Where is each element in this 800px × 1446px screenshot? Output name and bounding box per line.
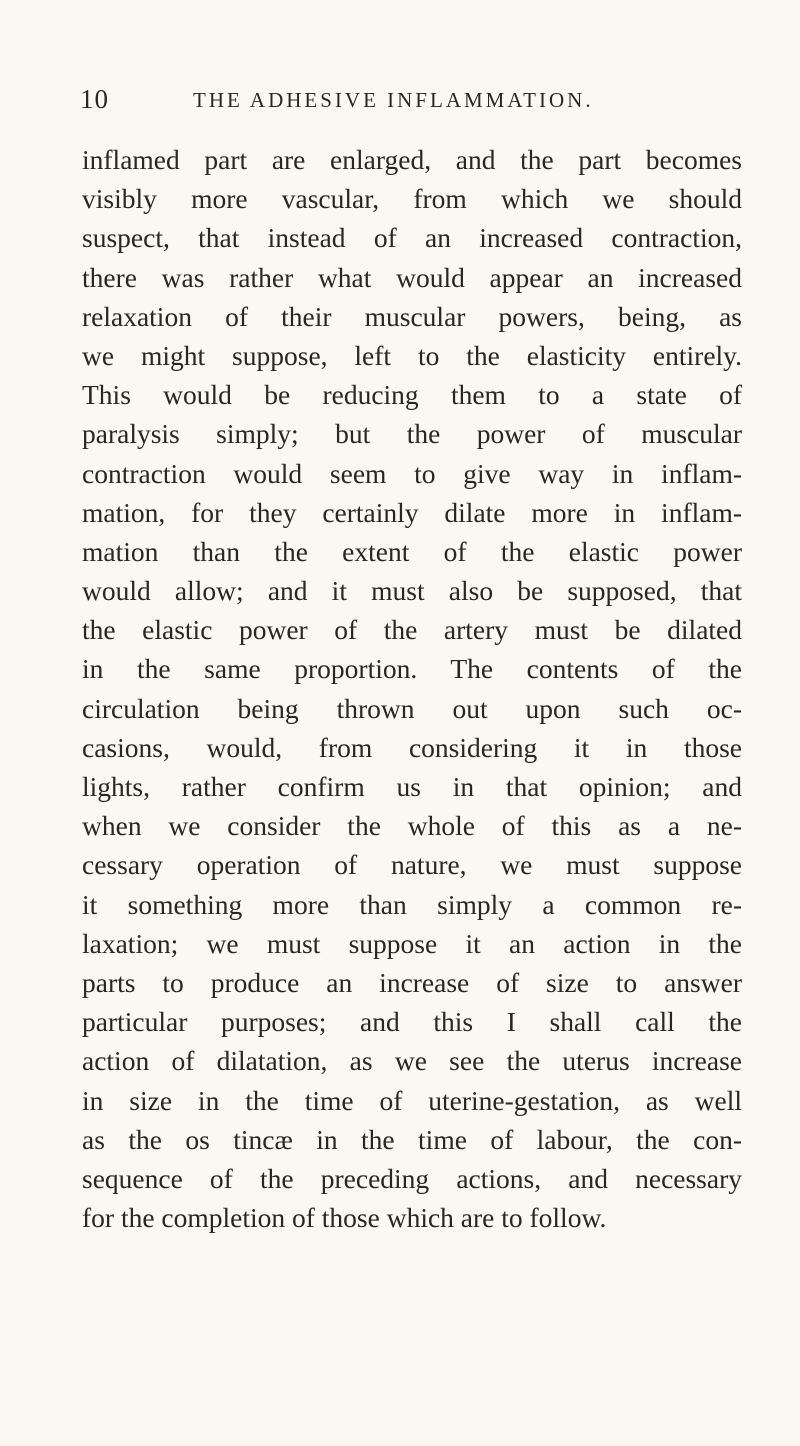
text-line: particular purposes; and this I shall call the (82, 1006, 742, 1038)
text-line: cessary operation of nature, we must suppose (82, 849, 742, 881)
text-line: lights, rather confirm us in that opinion; and (82, 771, 742, 802)
text-line: when we consider the whole of this as a ne- (82, 810, 742, 842)
running-head: THE ADHESIVE INFLAMMATION. (193, 88, 594, 112)
text-line: sequence of the preceding actions, and necessary (82, 1162, 742, 1194)
text-line: paralysis simply; but the power of muscular (82, 418, 742, 450)
text-line: in the same proportion. The contents of the (82, 653, 742, 685)
page-number: 10 (80, 84, 109, 114)
text-line: as the os tincæ in the time of labour, the con- (82, 1123, 742, 1155)
text-line: mation, for they certainly dilate more in inflam- (82, 496, 742, 528)
text-line: parts to produce an increase of size to answer (82, 966, 742, 998)
text-line: mation than the extent of the elastic power (82, 535, 742, 567)
page-header (80, 84, 720, 124)
text-line: would allow; and it must also be supposed, that (82, 575, 742, 607)
text-line: for the completion of those which are to follow. (82, 1202, 607, 1234)
text-line: we might suppose, left to the elasticity entirely. (82, 339, 742, 371)
text-line: the elastic power of the artery must be dilated (82, 614, 742, 646)
text-line: there was rather what would appear an increased (82, 261, 742, 293)
text-line: action of dilatation, as we see the uterus increase (82, 1045, 742, 1077)
text-line: in size in the time of uterine-gestation, as well (82, 1084, 742, 1116)
text-line: This would be reducing them to a state of (82, 379, 742, 411)
text-line: it something more than simply a common re- (82, 888, 742, 920)
body-paragraph (82, 140, 742, 1237)
text-line: inflamed part are enlarged, and the part becomes (82, 144, 742, 175)
text-line: casions, would, from considering it in those (82, 731, 742, 763)
text-line: suspect, that instead of an increased contraction, (82, 222, 742, 254)
text-line: visibly more vascular, from which we should (82, 183, 742, 215)
text-line: contraction would seem to give way in inflam- (82, 457, 742, 489)
text-line: circulation being thrown out upon such oc- (82, 692, 742, 724)
text-line: laxation; we must suppose it an action in the (82, 927, 742, 959)
text-line: relaxation of their muscular powers, being, as (82, 300, 742, 332)
